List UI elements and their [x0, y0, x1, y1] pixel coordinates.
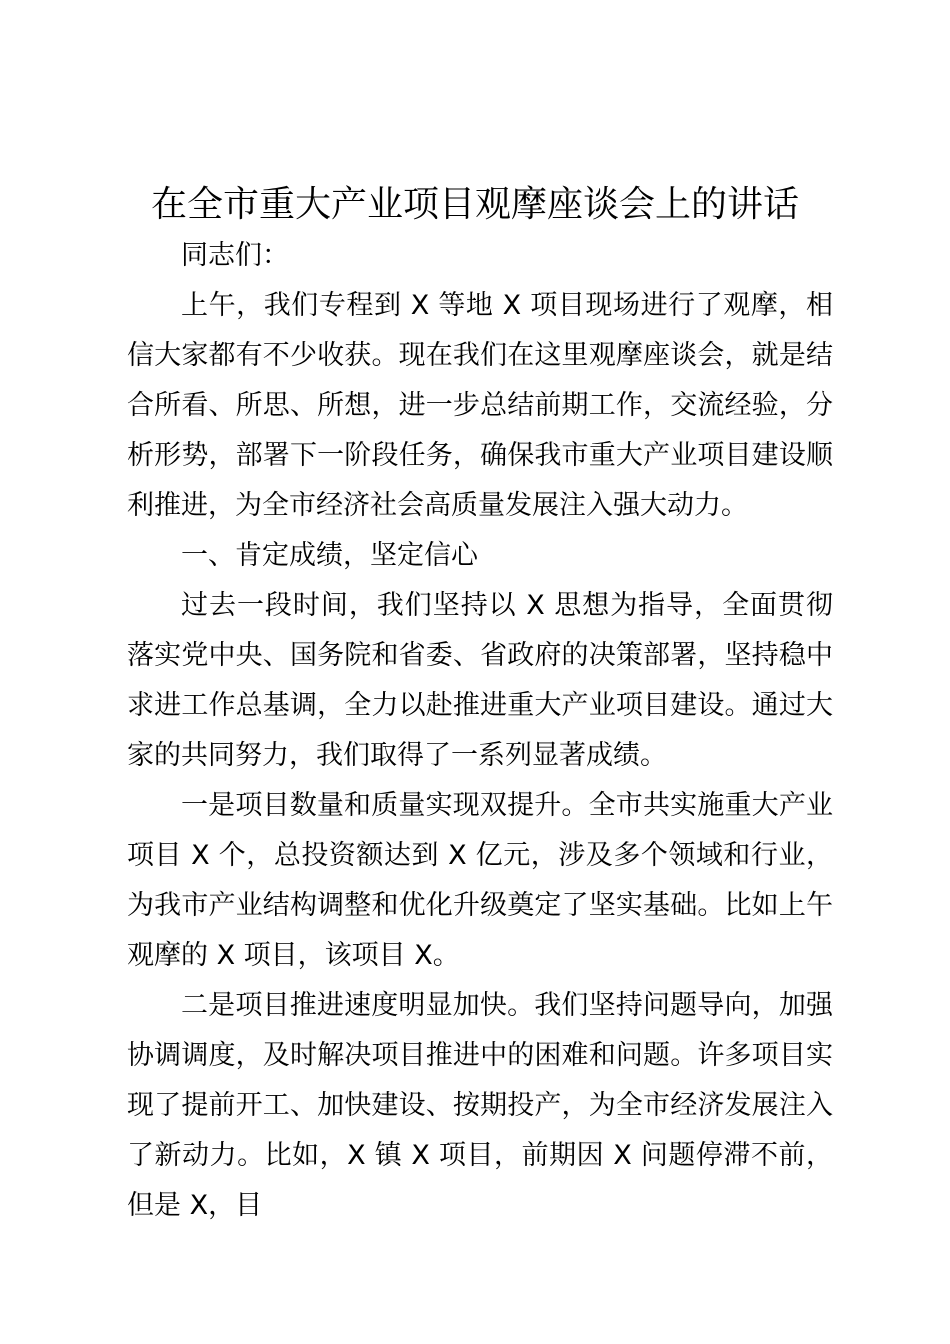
paragraph: 过去一段时间，我们坚持以 X 思想为指导，全面贯彻落实党中央、国务院和省委、省政府的决策部署，坚持稳中求进工作总基调，全力以赴推进重大产业项目建设。通过大家的共同努力，我们取得了一系列显著成绩。 — [127, 590, 833, 771]
paragraph: 二是项目推进速度明显加快。我们坚持问题导向，加强协调调度，及时解决项目推进中的困难和问题。许多项目实现了提前开工、加快建设、按期投产，为全市经济发展注入了新动力。比如，X 镇 X 项目，前期因 X 问题停滞不前，但是 X，目 — [127, 990, 833, 1221]
salutation: 同志们： — [181, 240, 289, 271]
paragraph: 一是项目数量和质量实现双提升。全市共实施重大产业项目 X 个，总投资额达到 X 亿元，涉及多个领域和行业，为我市产业结构调整和优化升级奠定了坚实基础。比如上午观摩的 X 项目，该项目 X。 — [127, 790, 833, 971]
document-body — [127, 231, 833, 1231]
section-heading: 一、肯定成绩，坚定信心 — [181, 540, 478, 571]
document-title: 在全市重大产业项目观摩座谈会上的讲话 — [150, 184, 799, 225]
intro-paragraph: 上午，我们专程到 X 等地 X 项目现场进行了观摩，相信大家都有不少收获。现在我们在这里观摩座谈会，就是结合所看、所思、所想，进一步总结前期工作，交流经验，分析形势，部署下一阶段任务，确保我市重大产业项目建设顺利推进，为全市经济社会高质量发展注入强大动力。 — [127, 290, 833, 521]
